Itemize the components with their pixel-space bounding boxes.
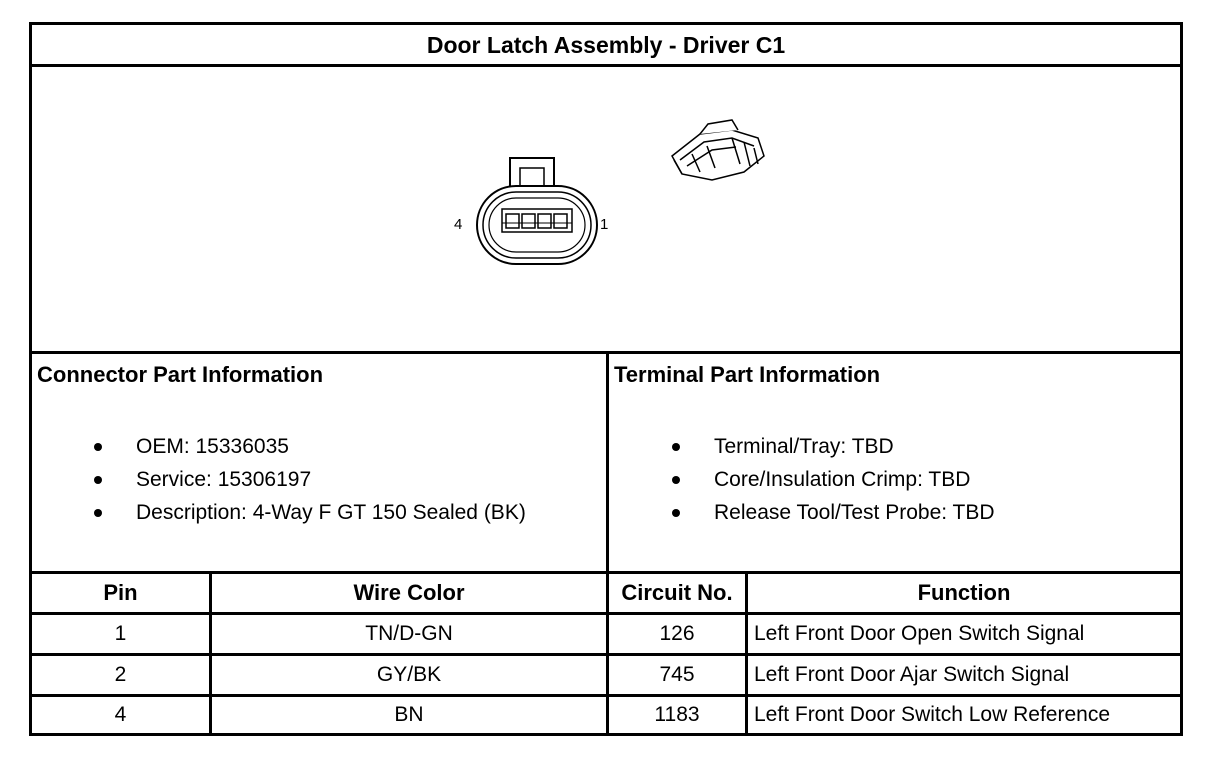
table-cell-circuit: 1183 — [654, 703, 700, 726]
table-cell-function: Left Front Door Open Switch Signal — [754, 622, 1085, 645]
table-cell-function: Left Front Door Ajar Switch Signal — [754, 663, 1070, 686]
col-header-function: Function — [917, 580, 1011, 605]
list-item: Description: 4-Way F GT 150 Sealed (BK) — [68, 496, 526, 529]
terminal-info-list — [646, 430, 995, 529]
table-cell-wire-color: GY/BK — [376, 663, 442, 686]
table-cell-circuit: 745 — [659, 663, 695, 686]
list-item: Core/Insulation Crimp: TBD — [646, 463, 995, 496]
col-header-wire-color: Wire Color — [353, 580, 465, 605]
connector-iso-view — [672, 120, 764, 180]
col-header-pin: Pin — [103, 580, 138, 605]
table-cell-pin: 1 — [114, 622, 127, 645]
table-cell-pin: 4 — [114, 703, 127, 726]
pin-label-left: 4 — [454, 216, 463, 233]
table-cell-wire-color: BN — [394, 703, 424, 726]
col-header-circuit: Circuit No. — [621, 580, 733, 605]
connector-figure — [32, 68, 1180, 351]
connector-info-list — [68, 430, 526, 529]
table-cell-wire-color: TN/D-GN — [365, 622, 453, 645]
page-title: Door Latch Assembly - Driver C1 — [426, 31, 786, 58]
pin-label-right: 1 — [600, 216, 609, 233]
table-cell-pin: 2 — [114, 663, 127, 686]
terminal-info-heading: Terminal Part Information — [614, 362, 881, 387]
connector-face-view — [32, 68, 1180, 351]
list-item: Terminal/Tray: TBD — [646, 430, 995, 463]
table-cell-circuit: 126 — [659, 622, 695, 645]
list-item: Release Tool/Test Probe: TBD — [646, 496, 995, 529]
connector-info-heading: Connector Part Information — [37, 362, 324, 387]
list-item: Service: 15306197 — [68, 463, 526, 496]
table-cell-function: Left Front Door Switch Low Reference — [754, 703, 1110, 726]
list-item: OEM: 15336035 — [68, 430, 526, 463]
